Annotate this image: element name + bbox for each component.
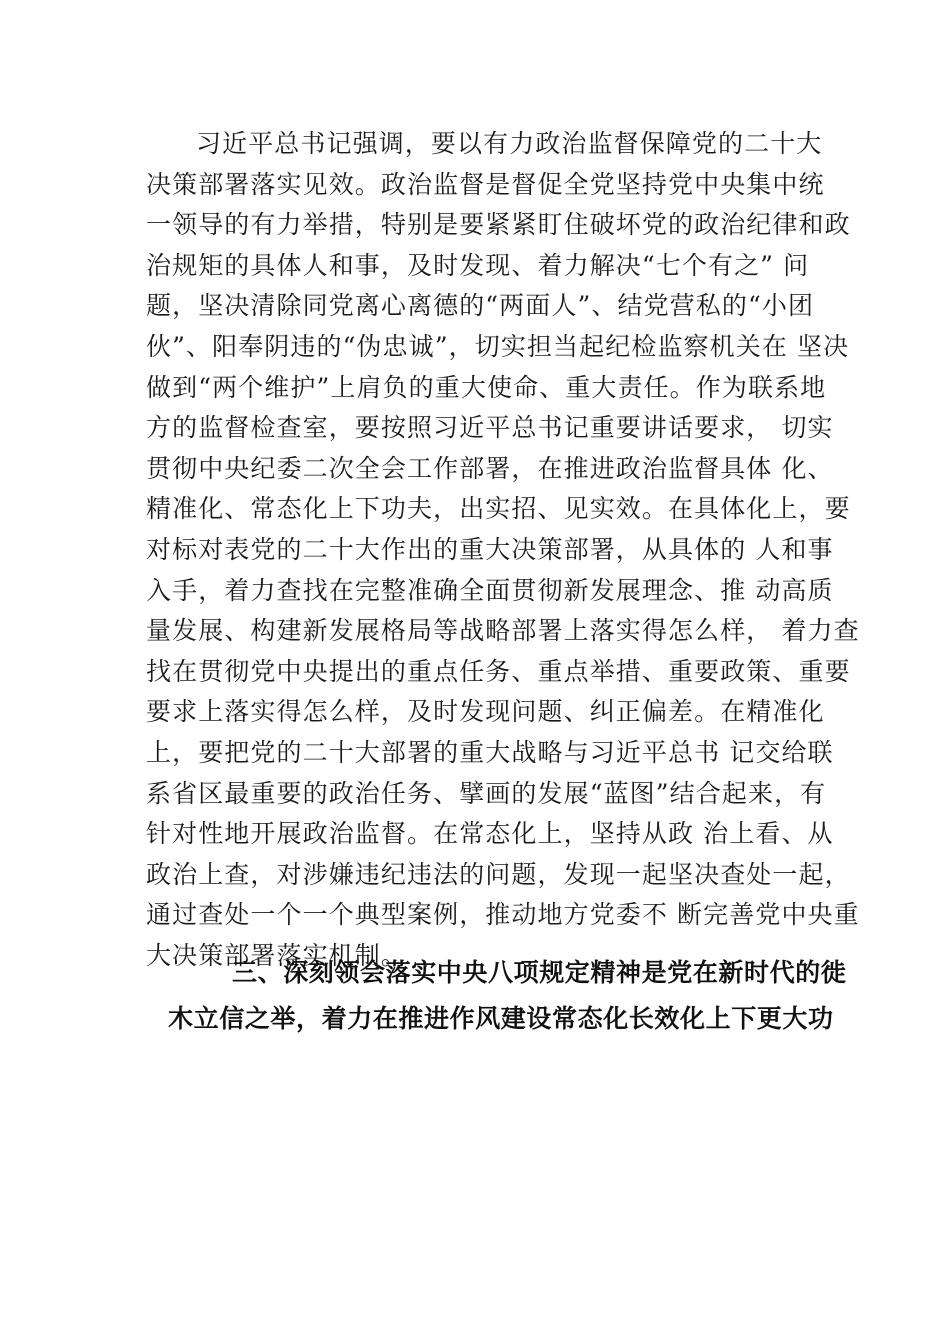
paragraph-line: 习近平总书记强调，要以有力政治监督保障党的二十大 xyxy=(196,129,823,158)
paragraph-line: 治规矩的具体人和事，及时发现、着力解决“七个有之” 问 xyxy=(146,250,810,280)
body-paragraph xyxy=(146,124,860,976)
heading-line: 三、深刻领会落实中央八项规定精神是党在新时代的徙 xyxy=(232,958,847,987)
paragraph-line: 通过查处一个一个典型案例，推动地方党委不 断完善党中央重 xyxy=(146,900,860,930)
paragraph-line: 要求上落实得怎么样，及时发现问题、纠正偏差。在精准化 xyxy=(146,697,825,727)
paragraph-line: 系省区最重要的政治任务、擘画的发展“蓝图”结合起来，有 xyxy=(146,778,827,808)
paragraph-line: 贯彻中央纪委二次全会工作部署，在推进政治监督具体 化、 xyxy=(146,453,834,483)
paragraph-line: 量发展、构建新发展格局等战略部署上落实得怎么样， 着力查 xyxy=(146,616,860,646)
paragraph-line: 上，要把党的二十大部署的重大战略与习近平总书 记交给联 xyxy=(146,737,834,767)
paragraph-line: 对标对表党的二十大作出的重大决策部署，从具体的 人和事 xyxy=(146,534,834,564)
paragraph-line: 针对性地开展政治监督。在常态化上，坚持从政 治上看、从 xyxy=(146,819,834,849)
paragraph-line: 题，坚决清除同党离心离德的“两面人”、结党营私的“小团 xyxy=(146,291,815,321)
paragraph-line: 找在贯彻党中央提出的重点任务、重点举措、重要政策、重要 xyxy=(146,656,851,686)
paragraph-line: 精准化、常态化上下功夫，出实招、见实效。在具体化上，要 xyxy=(146,494,851,524)
paragraph-line: 政治上查，对涉嫌违纪违法的问题，发现一起坚决查处一起， xyxy=(146,859,851,889)
paragraph-line: 做到“两个维护”上肩负的重大使命、重大责任。作为联系地 xyxy=(146,372,827,402)
paragraph-line: 一领导的有力举措，特别是要紧紧盯住破坏党的政治纪律和政 xyxy=(146,210,851,240)
paragraph-line: 方的监督检查室，要按照习近平总书记重要讲话要求， 切实 xyxy=(146,413,834,443)
paragraph-line: 伙”、阳奉阴违的“伪忠诚”，切实担当起纪检监察机关在 坚决 xyxy=(146,331,850,361)
section-heading xyxy=(146,950,847,1042)
paragraph-line: 大决策部署落实机制。 xyxy=(146,940,408,970)
paragraph-line: 入手，着力查找在完整准确全面贯彻新发展理念、推 动高质 xyxy=(146,575,834,605)
heading-line: 木立信之举，着力在推进作风建设常态化长效化上下更大功 xyxy=(168,1004,834,1033)
paragraph-line: 决策部署落实见效。政治监督是督促全党坚持党中央集中统 xyxy=(146,169,825,199)
